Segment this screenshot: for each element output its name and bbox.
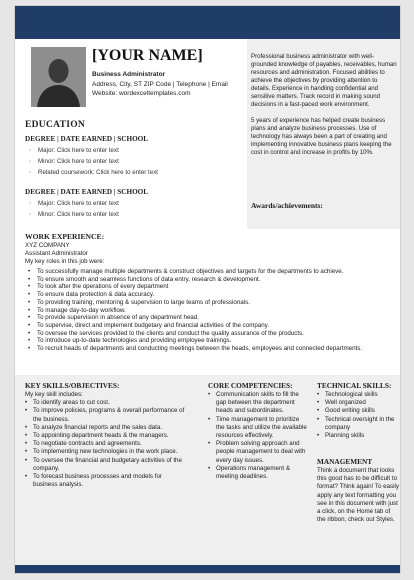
job-title[interactable]: Business Administrator	[92, 71, 166, 78]
key-skills-column	[25, 391, 187, 489]
list-item[interactable]: • To introduce up-to-date technologies and providing employee trainings.	[28, 337, 232, 345]
list-item[interactable]: • To forecast business processes and models for business analysis.	[25, 473, 162, 489]
resume-page	[14, 5, 401, 574]
contact-line[interactable]: Address, City, ST ZIP Code | Telephone | Email	[92, 81, 228, 88]
website-line[interactable]: Website: wordexceltemplates.com	[92, 90, 191, 97]
degree-item[interactable]: ◦ Related coursework: Click here to enter text	[29, 169, 159, 176]
list-item[interactable]: • To oversee the services provided to the clients and conduct the quality assurance of the products.	[28, 329, 304, 337]
list-item[interactable]: • To implementing new technologies in the work place.	[25, 448, 178, 456]
list-item[interactable]: • To successfully manage multiple departments & construct objectives and targets for the departments to achieve.	[28, 268, 344, 275]
profile-photo	[31, 47, 86, 107]
list-item[interactable]: • Operations management & meeting deadlines.	[208, 464, 290, 481]
list-item[interactable]: • Planning skills	[317, 432, 365, 440]
responsibilities-list	[25, 268, 397, 353]
list-item[interactable]: • Technical oversight in the company	[317, 415, 395, 431]
core-competencies-heading: CORE COMPETENCIES:	[208, 381, 293, 390]
degree-heading[interactable]: DEGREE | DATE EARNED | SCHOOL	[25, 135, 149, 143]
list-item[interactable]: • To providing training, mentoring & supervision to large teams of professionals.	[28, 298, 250, 306]
management-text[interactable]: Think a document that looks this good has to be difficult to format? Think again! To easily apply any text formatting you see in this document with just a click, on the Home tab of the ribbon, check out Styles.	[317, 467, 399, 524]
work-experience-heading: WORK EXPERIENCE:	[25, 232, 105, 241]
person-silhouette-icon	[31, 47, 86, 107]
list-item[interactable]: • To ensure data protection & data accuracy.	[28, 291, 155, 299]
list-item[interactable]: • Time management to prioritize the tasks and utilize the available resources effectively.	[208, 415, 307, 440]
footer-bar	[15, 565, 400, 573]
awards-heading: Awards/achievements:	[251, 201, 323, 210]
core-competencies-column	[208, 391, 308, 481]
list-item[interactable]: • To manage day-to-day workflow.	[28, 306, 126, 314]
management-heading: MANAGEMENT	[317, 457, 373, 466]
list-item[interactable]: • Communication skills to fill the gap between the department heads and subordinates.	[208, 391, 299, 415]
summary-text[interactable]	[251, 53, 397, 157]
summary-paragraph-2: 5 years of experience has helped create business plans and analyze business processes. Use of technology has always been a part of creating and implementing innovative business plans keeping the cost in control and increase in profits by 10%.	[251, 117, 392, 156]
summary-paragraph-1: Professional business administrator with well-grounded knowledge of payables, receivables, human resources and administration. Focused abilities to achieve the objectives by providing attention to details. Experience in handling confidential and sensitive matters. Track record in making sound decisions in a fast-paced work environment.	[251, 53, 397, 108]
list-item[interactable]: • To appointing department heads & the managers.	[25, 432, 169, 440]
candidate-name[interactable]: [YOUR NAME]	[92, 47, 203, 64]
roles-intro[interactable]: My key roles in this job were:	[25, 258, 105, 265]
list-item[interactable]: • To oversee the financial and budgetary activities of the company.	[25, 456, 182, 472]
list-item[interactable]: • To improve policies, programs & overall performance of the business.	[25, 407, 185, 423]
list-item[interactable]: • To recruit heads of departments and conducting meetings between the heads, employees and connected departments.	[28, 345, 363, 353]
key-skills-intro[interactable]: My key skill includes:	[25, 391, 83, 398]
list-item[interactable]: • Technological skills	[317, 391, 378, 398]
list-item[interactable]: • To supervise, direct and implement budgetary and financial activities of the company.	[28, 321, 270, 329]
position-title[interactable]: Assistant Administrator	[25, 250, 88, 257]
education-heading: EDUCATION	[25, 120, 86, 130]
degree-heading[interactable]: DEGREE | DATE EARNED | SCHOOL	[25, 188, 149, 196]
list-item[interactable]: • Good writing skills	[317, 407, 375, 415]
degree-item[interactable]: ◦ Major: Click here to enter text	[29, 200, 119, 207]
degree-item[interactable]: ◦ Minor: Click here to enter text	[29, 158, 119, 165]
company-name[interactable]: XYZ COMPANY	[25, 242, 70, 249]
list-item[interactable]: • To provide supervision in absence of any department head.	[28, 314, 200, 322]
list-item[interactable]: • Problem solving approach and people management to deal with every day issues.	[208, 440, 306, 464]
list-item[interactable]: • To look after the operations of every department	[28, 283, 169, 291]
list-item[interactable]: • To analyze financial reports and the sales data.	[25, 423, 162, 431]
list-item[interactable]: • Well organized	[317, 399, 366, 407]
list-item[interactable]: • To identify areas to cut cost.	[25, 399, 110, 407]
technical-skills-column	[317, 391, 399, 440]
degree-item[interactable]: ◦ Minor: Click here to enter text	[29, 211, 119, 218]
list-item[interactable]: • To ensure smooth and seamless functions of data entry, research & development.	[28, 275, 261, 283]
degree-item[interactable]: ◦ Major: Click here to enter text	[29, 147, 119, 154]
header-bar	[15, 6, 400, 39]
key-skills-heading: KEY SKILLS/OBJECTIVES:	[25, 381, 120, 390]
technical-skills-heading: TECHNICAL SKILLS:	[317, 381, 392, 390]
list-item[interactable]: • To negotiate contracts and agreements.	[25, 440, 142, 448]
